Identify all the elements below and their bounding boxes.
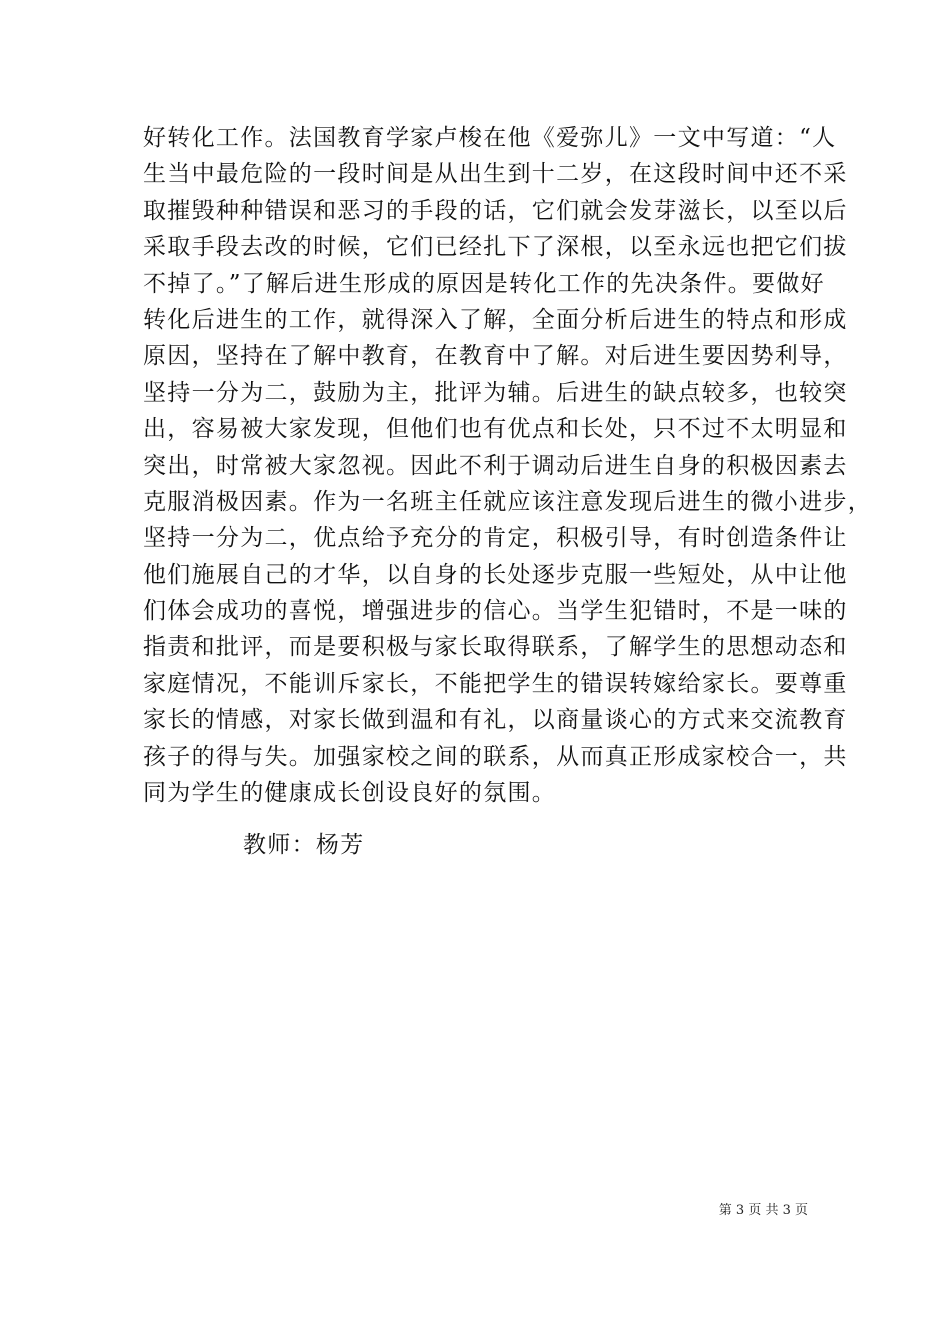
text-line: 生当中最危险的一段时间是从出生到十二岁，在这段时间中还不采 [143,161,848,188]
text-line: 们体会成功的喜悦，增强进步的信心。当学生犯错时，不是一味的 [143,598,848,625]
text-line: 同为学生的健康成长创设良好的氛围。 [143,780,557,807]
page-number-footer: 第 3 页 共 3 页 [718,1203,808,1218]
text-line: 不掉了。”了解后进生形成的原因是转化工作的先决条件。要做好 [143,270,825,297]
text-line: 克服消极因素。作为一名班主任就应该注意发现后进生的微小进步， [143,488,872,515]
text-line: 好转化工作。法国教育学家卢梭在他《爱弥儿》一文中写道：“人 [143,125,837,151]
text-line: 突出，时常被大家忽视。因此不利于调动后进生自身的积极因素去 [143,452,848,479]
text-line: 采取手段去改的时候，它们已经扎下了深根，以至永远也把它们拔 [143,234,848,261]
text-line: 家长的情感，对家长做到温和有礼，以商量谈心的方式来交流教育 [143,707,848,734]
text-line: 坚持一分为二，优点给予充分的肯定，积极引导，有时创造条件让 [143,525,848,552]
text-line: 出，容易被大家发现，但他们也有优点和长处，只不过不太明显和 [143,416,848,443]
body-paragraph [143,120,872,811]
text-line: 取摧毁种种错误和恶习的手段的话，它们就会发芽滋长，以至以后 [143,197,848,224]
text-line: 原因，坚持在了解中教育，在教育中了解。对后进生要因势利导， [143,343,848,370]
text-line: 坚持一分为二，鼓励为主，批评为辅。后进生的缺点较多，也较突 [143,379,848,406]
text-line: 孩子的得与失。加强家校之间的联系，从而真正形成家校合一，共 [143,743,848,770]
text-line: 家庭情况，不能训斥家长，不能把学生的错误转嫁给家长。要尊重 [143,670,848,697]
text-line: 他们施展自己的才华，以自身的长处逐步克服一些短处，从中让他 [143,561,848,588]
teacher-signature: 教师：杨芳 [243,832,365,858]
text-line: 转化后进生的工作，就得深入了解，全面分析后进生的特点和形成 [143,306,848,333]
text-line: 指责和批评，而是要积极与家长取得联系，了解学生的思想动态和 [143,634,848,661]
